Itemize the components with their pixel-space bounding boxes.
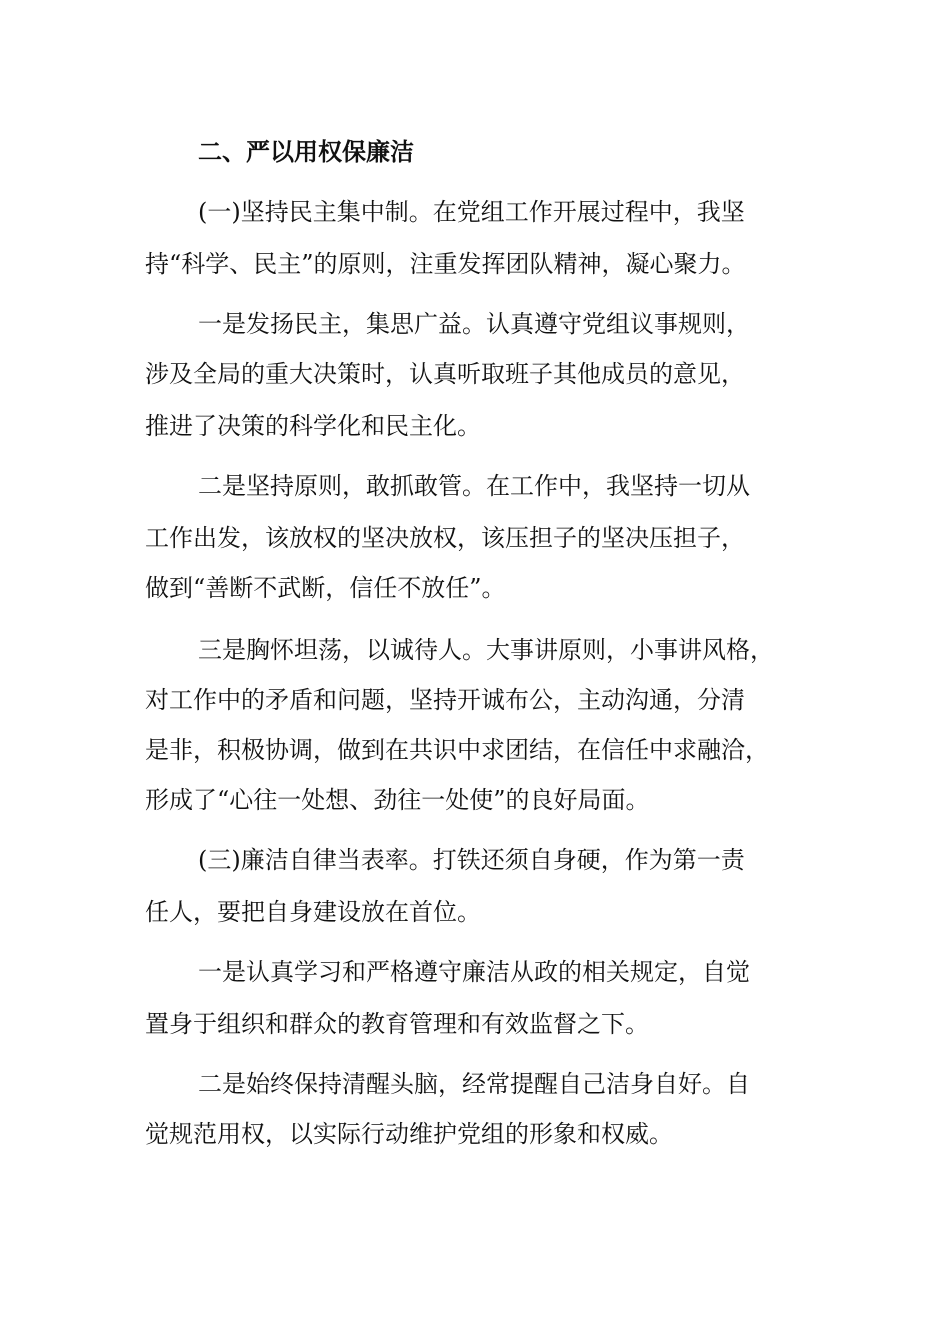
paragraph-line: 对工作中的矛盾和问题，坚持开诚布公，主动沟通，分清 (145, 686, 745, 714)
paragraph-line: 三是胸怀坦荡，以诚待人。大事讲原则，小事讲风格， (198, 636, 774, 664)
paragraph-line: 推进了决策的科学化和民主化。 (145, 412, 481, 440)
paragraph-line: 一是认真学习和严格遵守廉洁从政的相关规定，自觉 (198, 958, 750, 986)
paragraph-line: (一)坚持民主集中制。在党组工作开展过程中，我坚 (198, 198, 745, 226)
paragraph-line: 觉规范用权，以实际行动维护党组的形象和权威。 (145, 1120, 673, 1148)
paragraph-line: 是非，积极协调，做到在共识中求团结，在信任中求融洽， (145, 736, 769, 764)
paragraph-line: 任人，要把自身建设放在首位。 (145, 898, 481, 926)
paragraph-line: 涉及全局的重大决策时，认真听取班子其他成员的意见， (145, 360, 745, 388)
paragraph-line: 工作出发，该放权的坚决放权，该压担子的坚决压担子， (145, 524, 745, 552)
paragraph-line: 持“科学、民主”的原则，注重发挥团队精神，凝心聚力。 (145, 250, 746, 278)
section-heading: 二、严以用权保廉洁 (198, 138, 414, 166)
paragraph-line: 二是坚持原则，敢抓敢管。在工作中，我坚持一切从 (198, 472, 750, 500)
paragraph-line: 一是发扬民主，集思广益。认真遵守党组议事规则， (198, 310, 750, 338)
paragraph-line: 置身于组织和群众的教育管理和有效监督之下。 (145, 1010, 649, 1038)
paragraph-line: (三)廉洁自律当表率。打铁还须自身硬，作为第一责 (198, 846, 745, 874)
paragraph-line: 二是始终保持清醒头脑，经常提醒自己洁身自好。自 (198, 1070, 750, 1098)
paragraph-line: 做到“善断不武断，信任不放任”。 (145, 574, 506, 602)
paragraph-line: 形成了“心往一处想、劲往一处使”的良好局面。 (145, 786, 650, 814)
